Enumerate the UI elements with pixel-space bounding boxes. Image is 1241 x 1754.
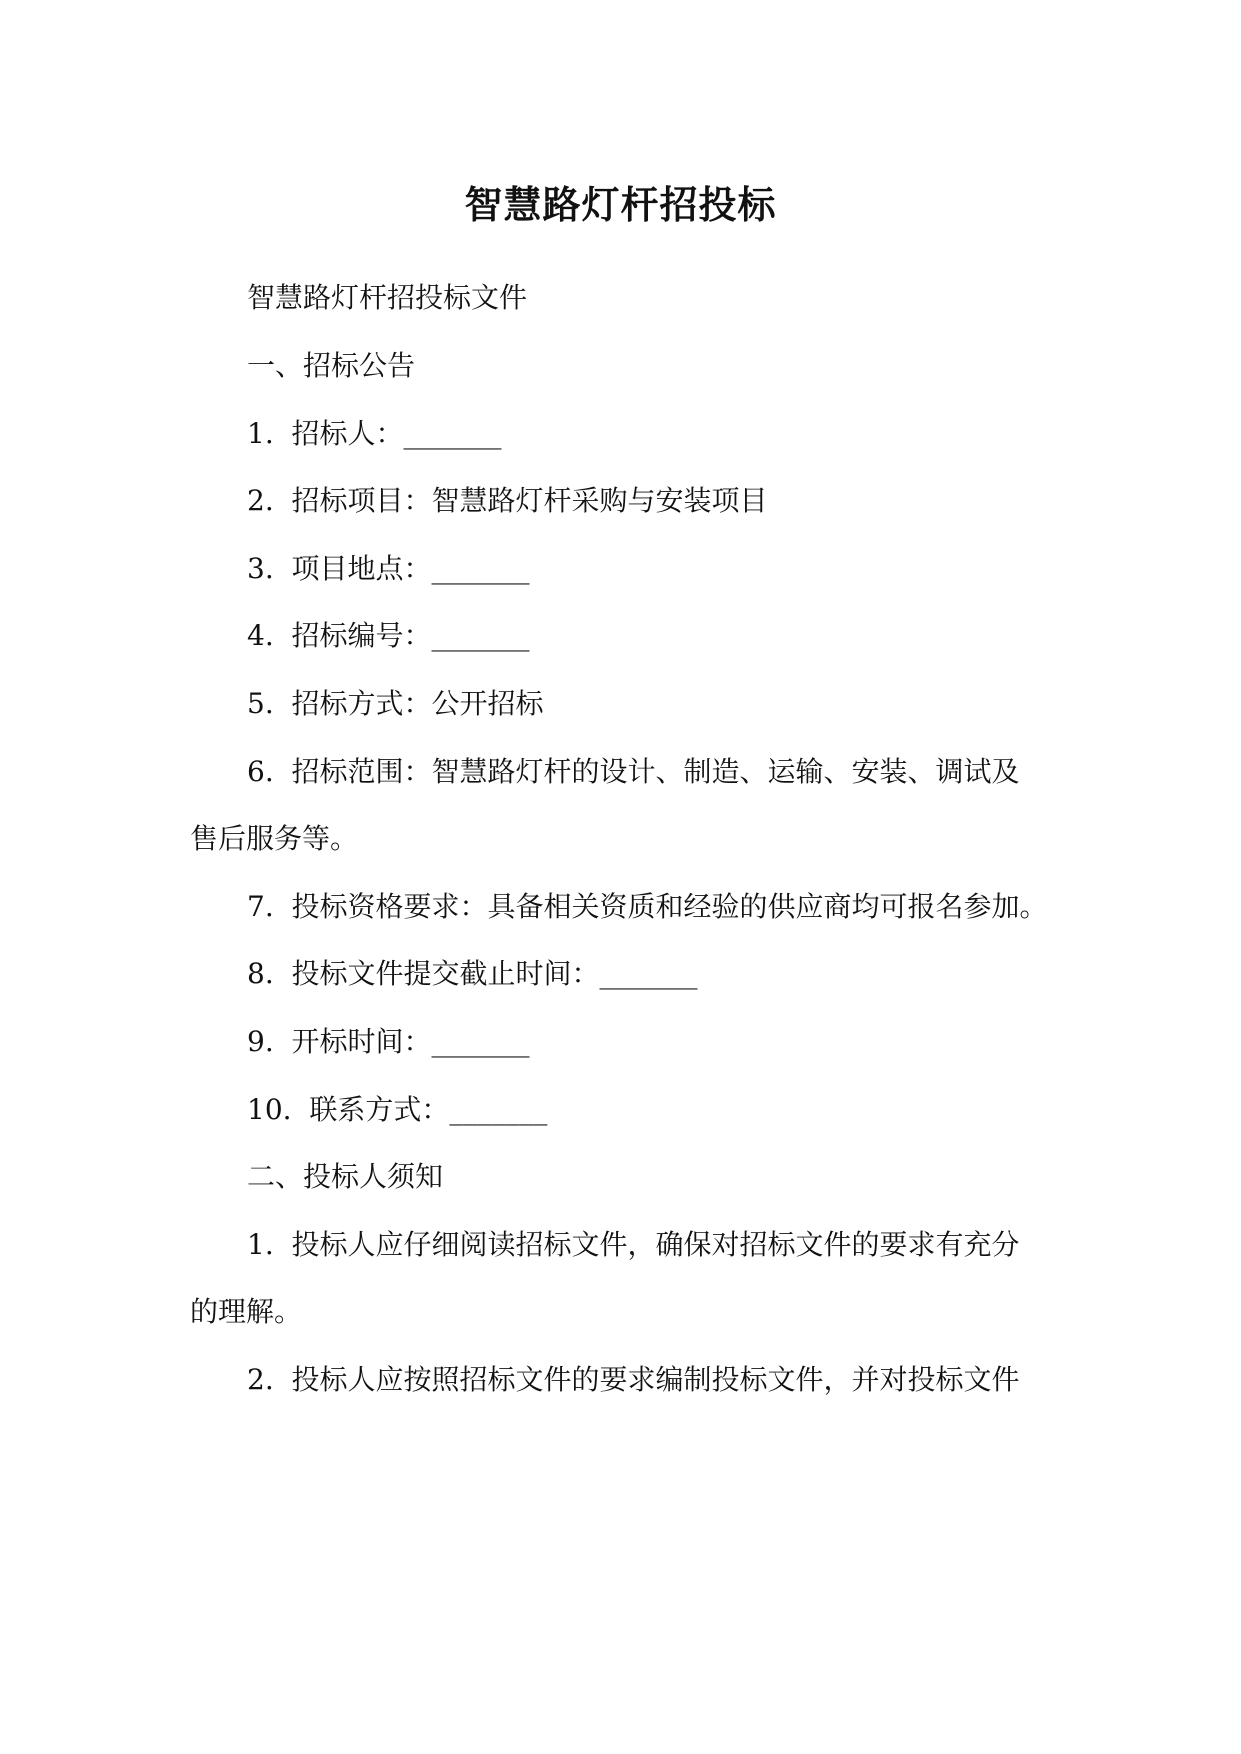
announcement-item [247, 616, 530, 656]
announcement-item-continuation: 售后服务等。 [190, 822, 359, 855]
item-text: 招标人：_______ [291, 417, 502, 450]
document-subtitle: 智慧路灯杆招投标文件 [247, 281, 528, 314]
item-text: 投标资格要求：具备相关资质和经验的供应商均可报名参加。 [291, 890, 1048, 923]
item-text: 招标范围：智慧路灯杆的设计、制造、运输、安装、调试及 [291, 755, 1020, 788]
section-heading-instructions: 二、投标人须知 [247, 1160, 444, 1193]
announcement-item [247, 887, 1048, 927]
instruction-item-continuation: 的理解。 [190, 1295, 303, 1328]
instruction-item [247, 1360, 1020, 1400]
item-number: 2. [247, 484, 274, 517]
item-number: 1. [247, 1228, 274, 1261]
item-text: 联系方式：_______ [309, 1093, 548, 1126]
item-number: 9. [247, 1025, 274, 1058]
item-text: 招标方式：公开招标 [291, 687, 544, 720]
item-number: 8. [247, 957, 274, 990]
section-heading-announcement: 一、招标公告 [247, 349, 416, 382]
announcement-item [247, 752, 1020, 792]
item-text: 投标人应按照招标文件的要求编制投标文件，并对投标文件 [291, 1363, 1020, 1396]
announcement-item [247, 684, 544, 724]
announcement-item [247, 414, 502, 454]
instruction-item [247, 1225, 1020, 1265]
item-text: 开标时间：_______ [291, 1025, 530, 1058]
item-number: 4. [247, 619, 274, 652]
item-number: 7. [247, 890, 274, 923]
item-number: 2. [247, 1363, 274, 1396]
item-text: 招标编号：_______ [291, 619, 530, 652]
item-text: 招标项目：智慧路灯杆采购与安装项目 [291, 484, 768, 517]
item-number: 5. [247, 687, 274, 720]
item-number: 6. [247, 755, 274, 788]
item-number: 3. [247, 552, 274, 585]
item-number: 10. [247, 1093, 292, 1126]
announcement-item [247, 1022, 530, 1062]
item-text: 投标文件提交截止时间：_______ [291, 957, 698, 990]
item-text: 投标人应仔细阅读招标文件，确保对招标文件的要求有充分 [291, 1228, 1020, 1261]
announcement-item [247, 954, 698, 994]
announcement-item [247, 549, 530, 589]
item-text: 项目地点：_______ [291, 552, 530, 585]
announcement-item [247, 1090, 547, 1130]
item-number: 1. [247, 417, 274, 450]
document-title: 智慧路灯杆招投标 [464, 182, 777, 227]
announcement-item [247, 481, 768, 521]
